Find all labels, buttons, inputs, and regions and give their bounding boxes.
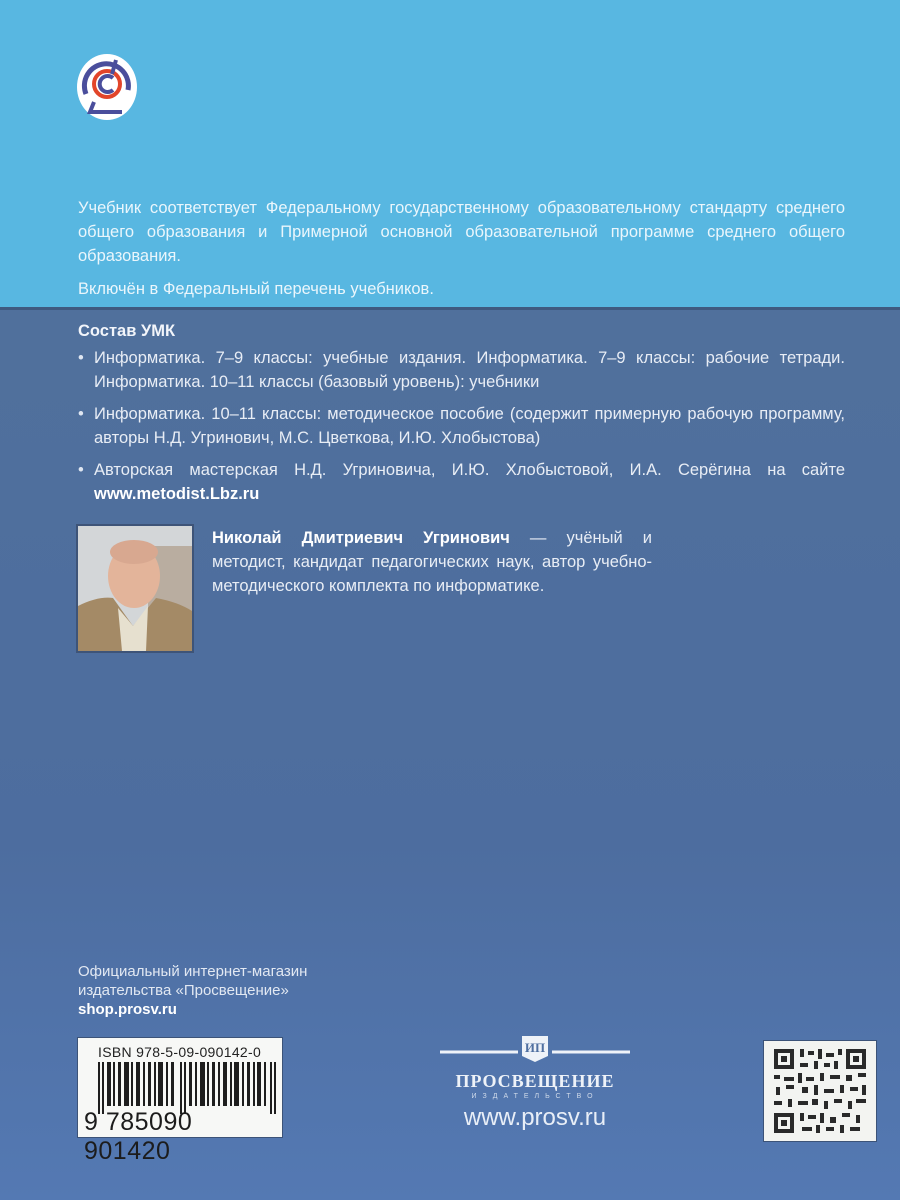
author-photo: [76, 524, 194, 653]
publisher-name: ПРОСВЕЩЕНИЕ: [455, 1071, 615, 1091]
prosveshchenie-emblem-icon: [430, 1032, 640, 1062]
barcode-bars-icon: [98, 1062, 276, 1114]
publisher-subtitle: ИЗДАТЕЛЬСТВО: [471, 1093, 599, 1100]
shop-info: [78, 962, 307, 1019]
standard-compliance-text: [78, 196, 845, 301]
qr-code-icon[interactable]: [763, 1040, 877, 1142]
compliance-paragraph: Учебник соответствует Федеральному государственному образовательному стандарту среднего общего образования и Примерной основной образовательной программе среднего общего образования.: [78, 199, 845, 265]
band-divider: [0, 307, 900, 310]
barcode-digits: 9 785090 901420: [84, 1108, 193, 1165]
shop-url-link[interactable]: shop.prosv.ru: [78, 1001, 177, 1018]
federal-list-paragraph: Включён в Федеральный перечень учебников.: [78, 280, 434, 298]
publisher-logo: [430, 1032, 640, 1132]
umk-item: • Авторская мастерская Н.Д. Угриновича, И.Ю. Хлобыстовой, И.А. Серёгина на сайте www.metodist.Lbz.ru: [78, 458, 845, 506]
umk-item: • Информатика. 10–11 классы: методическое пособие (содержит примерную рабочую программу, авторы Н.Д. Угринович, М.С. Цветкова, И.Ю. Хлобыстова): [78, 402, 845, 450]
isbn-number: ISBN 978-5-09-090142-0: [98, 1044, 262, 1060]
shop-line-1: Официальный интернет-магазин: [78, 963, 308, 980]
shop-line-2: издательства «Просвещение»: [78, 982, 289, 999]
umk-item: • Информатика. 7–9 классы: учебные издания. Информатика. 7–9 классы: рабочие тетради. Информатика. 10–11 классы (базовый уровень): учебники: [78, 346, 845, 394]
isbn-barcode: [77, 1037, 283, 1165]
publisher-standard-logo-icon: [76, 54, 138, 124]
author-name: Николай Дмитриевич Угринович: [212, 529, 510, 547]
metodist-link[interactable]: www.metodist.Lbz.ru: [94, 485, 260, 503]
umk-title: Состав УМК: [78, 322, 176, 340]
author-description: — учёный и методист, кандидат педагогических наук, автор учебно-методического комплекта по информатике.: [212, 529, 652, 595]
publisher-url-link[interactable]: www.prosv.ru: [463, 1104, 607, 1131]
svg-text:ИП: ИП: [524, 1040, 546, 1055]
author-bio: [212, 526, 652, 598]
umk-list: [78, 346, 845, 514]
